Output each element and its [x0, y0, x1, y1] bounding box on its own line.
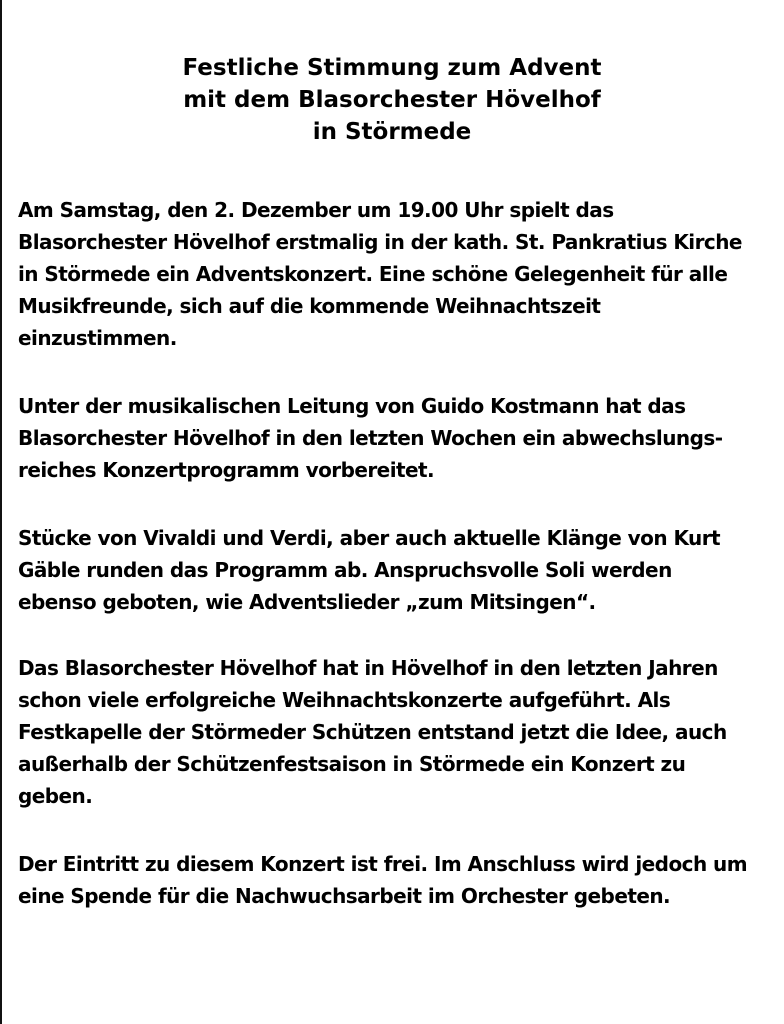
text-line: Am Samstag, den 2. Dezember um 19.00 Uhr spielt das	[18, 198, 614, 222]
title-line: mit dem Blasorchester Hövelhof	[183, 87, 601, 113]
text-line: ebenso geboten, wie Adventslieder „zum Mitsingen“.	[18, 590, 596, 614]
text-line: geben.	[18, 784, 93, 808]
text-line: Musikfreunde, sich auf die kommende Weihnachtszeit	[18, 294, 601, 318]
text-line: eine Spende für die Nachwuchsarbeit im Orchester gebeten.	[18, 884, 671, 908]
text-line: Unter der musikalischen Leitung von Guido Kostmann hat das	[18, 394, 686, 418]
paragraph-event-announcement	[18, 194, 780, 354]
text-line: in Störmede ein Adventskonzert. Eine schöne Gelegenheit für alle	[18, 262, 728, 286]
text-line: Gäble runden das Programm ab. Anspruchsvolle Soli werden	[18, 558, 672, 582]
title-line: in Störmede	[312, 119, 472, 145]
text-line: schon viele erfolgreiche Weihnachtskonzerte aufgeführt. Als	[18, 688, 671, 712]
text-line: Der Eintritt zu diesem Konzert ist frei. Im Anschluss wird jedoch um	[18, 852, 748, 876]
title-line: Festliche Stimmung zum Advent	[182, 55, 602, 81]
text-line: Stücke von Vivaldi und Verdi, aber auch aktuelle Klänge von Kurt	[18, 526, 721, 550]
paragraph-admission	[18, 848, 780, 912]
text-line: Festkapelle der Störmeder Schützen entstand jetzt die Idee, auch	[18, 720, 727, 744]
paragraph-conductor	[18, 390, 780, 486]
text-line: Das Blasorchester Hövelhof hat in Hövelhof in den letzten Jahren	[18, 656, 718, 680]
text-line: einzustimmen.	[18, 326, 177, 350]
text-line: außerhalb der Schützenfestsaison in Störmede ein Konzert zu	[18, 752, 686, 776]
paragraph-program	[18, 522, 780, 618]
text-line: reiches Konzertprogramm vorbereitet.	[18, 458, 435, 482]
paragraph-background	[18, 652, 780, 812]
text-line: Blasorchester Hövelhof in den letzten Wochen ein abwechslungs-	[18, 426, 723, 450]
page-left-border	[0, 0, 2, 1024]
text-line: Blasorchester Hövelhof erstmalig in der kath. St. Pankratius Kirche	[18, 230, 742, 254]
document-title	[0, 52, 784, 148]
